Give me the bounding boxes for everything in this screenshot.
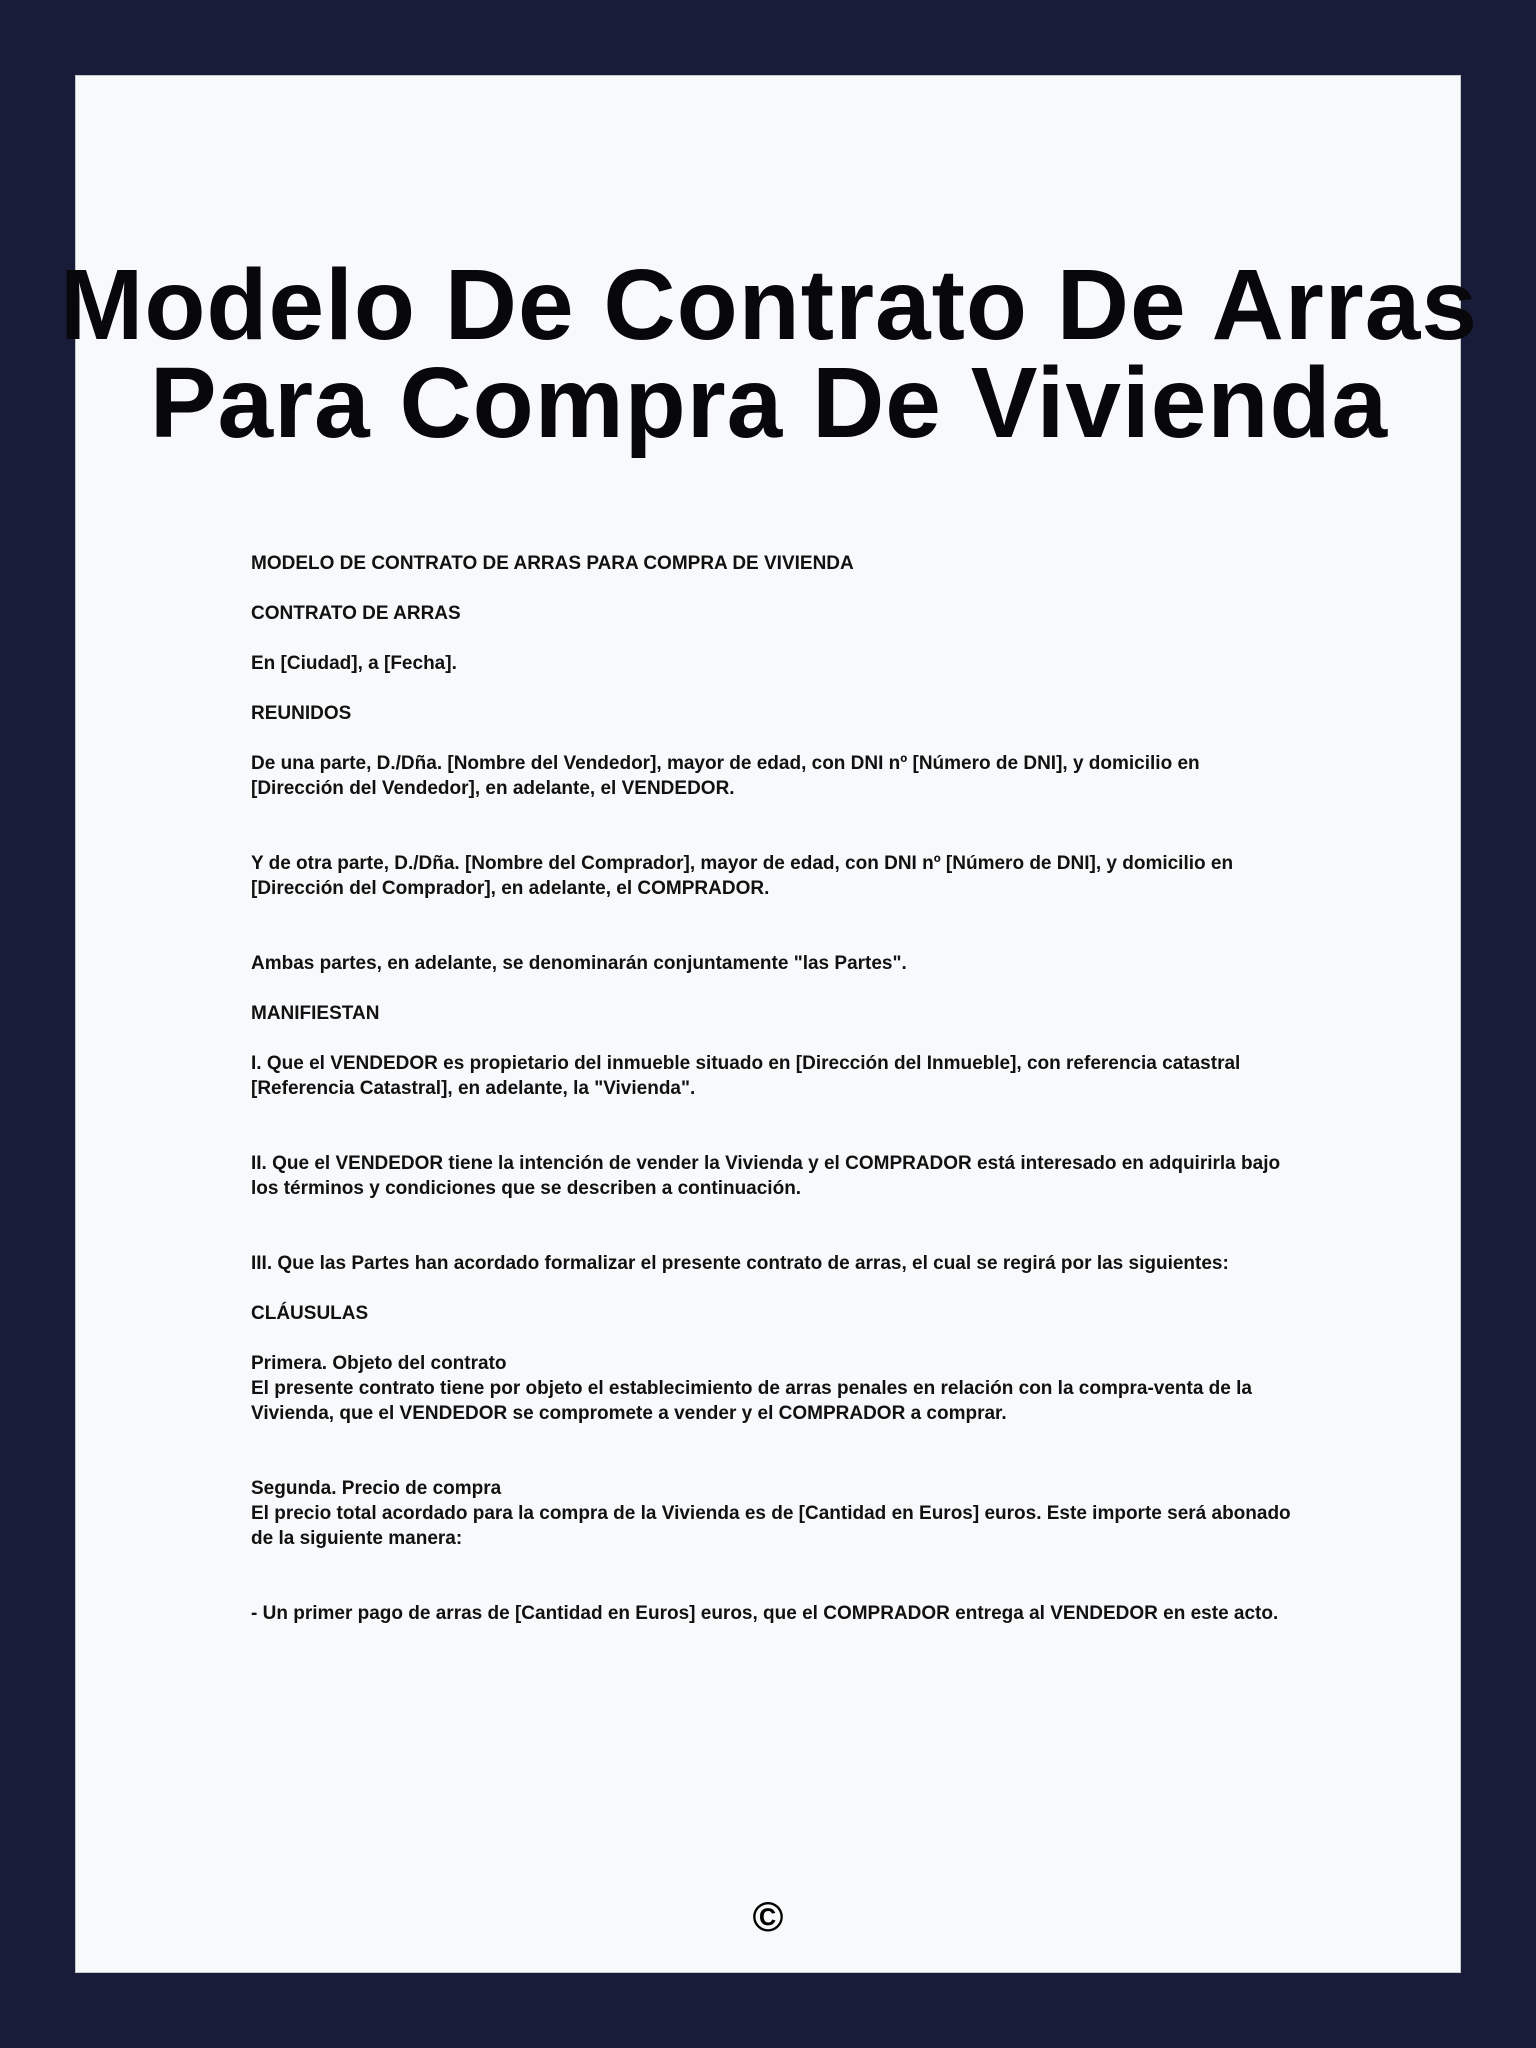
- paragraph-payment-1: - Un primer pago de arras de [Cantidad en Euros] euros, que el COMPRADOR entrega al VENDEDOR en este acto.: [251, 1603, 1279, 1624]
- paragraph-contract-heading: CONTRATO DE ARRAS: [251, 603, 461, 624]
- paragraph-parties: Ambas partes, en adelante, se denominarán conjuntamente "las Partes".: [251, 953, 907, 974]
- paragraph-model-heading: MODELO DE CONTRATO DE ARRAS PARA COMPRA DE VIVIENDA: [251, 553, 854, 574]
- paragraph-buyer: Y de otra parte, D./Dña. [Nombre del Comprador], mayor de edad, con DNI nº [Número de DNI], y domicilio en [Dirección del Comprador], en adelante, el COMPRADOR.: [251, 853, 1234, 899]
- copyright-icon: ©: [752, 1893, 784, 1940]
- paragraph-statement-3: III. Que las Partes han acordado formalizar el presente contrato de arras, el cual se regirá por las siguientes:: [251, 1253, 1229, 1274]
- paragraph-statement-1: I. Que el VENDEDOR es propietario del inmueble situado en [Dirección del Inmueble], con referencia catastral [Referencia Catastral], en adelante, la "Vivienda".: [251, 1053, 1241, 1099]
- document-body: [251, 551, 1291, 1626]
- paragraph-place-date: En [Ciudad], a [Fecha].: [251, 653, 457, 674]
- paragraph-statement-2: II. Que el VENDEDOR tiene la intención de vender la Vivienda y el COMPRADOR está interesado en adquirirla bajo los términos y condiciones que se describen a continuación.: [251, 1153, 1281, 1199]
- document-page: [60, 75, 1478, 1973]
- paragraph-reunidos: REUNIDOS: [251, 703, 352, 724]
- document-title: Modelo De Contrato De Arras Para Compra De Vivienda: [60, 249, 1478, 459]
- paragraph-manifiestan: MANIFIESTAN: [251, 1003, 380, 1024]
- paragraph-clause-1: Primera. Objeto del contrato El presente contrato tiene por objeto el establecimiento de arras penales en relación con la compra-venta de la Vivienda, que el VENDEDOR se compromete a vender y el COMPRADOR a comprar.: [251, 1353, 1252, 1424]
- paragraph-clause-2: Segunda. Precio de compra El precio total acordado para la compra de la Vivienda es de [Cantidad en Euros] euros. Este importe será abonado de la siguiente manera:: [251, 1478, 1291, 1549]
- title-container: [16, 249, 1522, 459]
- paragraph-clausulas: CLÁUSULAS: [251, 1303, 369, 1324]
- paragraph-seller: De una parte, D./Dña. [Nombre del Vendedor], mayor de edad, con DNI nº [Número de DNI], y domicilio en [Dirección del Vendedor], en adelante, el VENDEDOR.: [251, 753, 1200, 799]
